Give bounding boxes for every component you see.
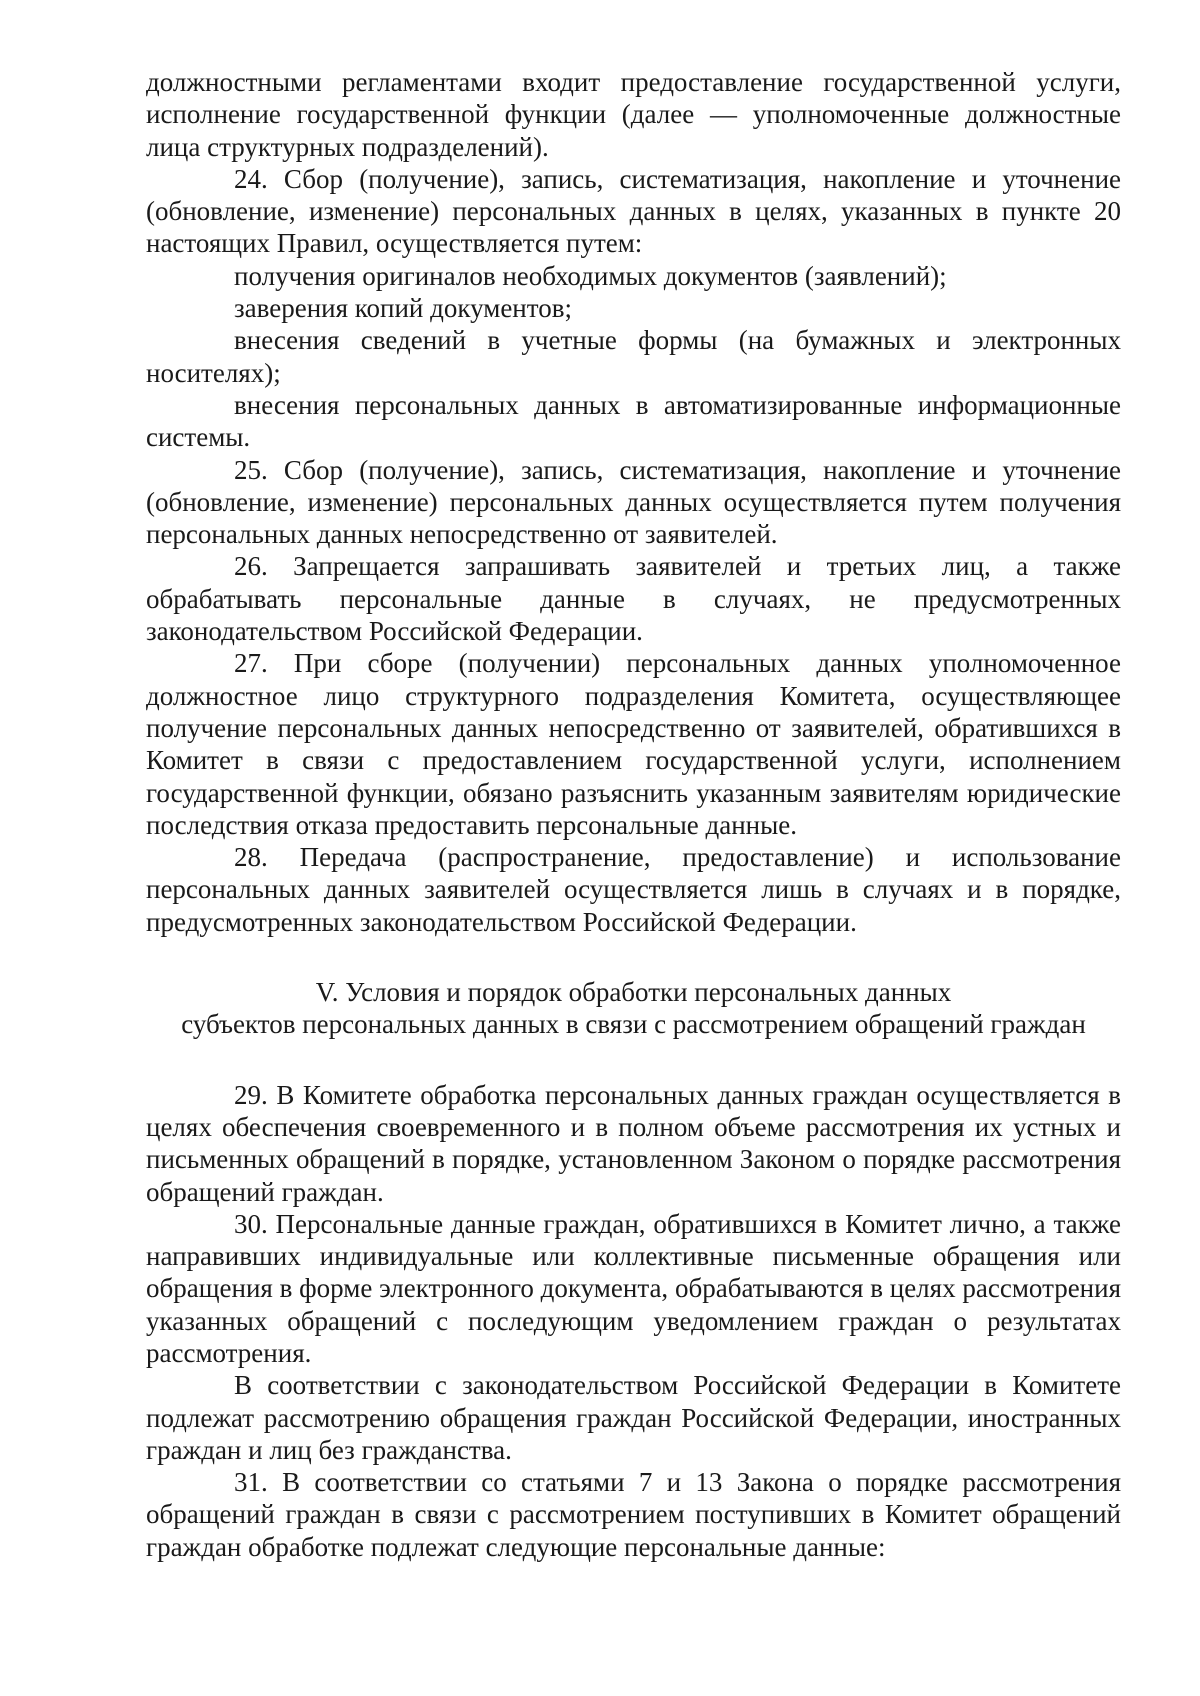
paragraph-27: 27. При сборе (получении) персональных данных уполномоченное должностное лицо структурного подразделения Комитета, осуществляющее получение персональных данных непосредственно от заявителей, обратившихся в Комитет в связи с предоставлением государственной услуги, исполнением государственной функции, обязано разъяснить указанным заявителям юридические последствия отказа предоставить персональные данные.: [146, 648, 1121, 840]
paragraph-28: 28. Передача (распространение, предоставление) и использование персональных данных заявителей осуществляется лишь в случаях и в порядке, предусмотренных законодательством Российской Федерации.: [146, 842, 1121, 937]
paragraph-25: 25. Сбор (получение), запись, систематизация, накопление и уточнение (обновление, изменение) персональных данных осуществляется путем получения персональных данных непосредственно от заявителей.: [146, 454, 1121, 550]
paragraph-30-continued: В соответствии с законодательством Российской Федерации в Комитете подлежат рассмотрению обращения граждан Российской Федерации, иностранных граждан и лиц без гражданства.: [146, 1370, 1121, 1465]
paragraph-29: 29. В Комитете обработка персональных данных граждан осуществляется в целях обеспечения своевременного и в полном объеме рассмотрения их устных и письменных обращений в порядке, установленном Законом о порядке рассмотрения обращений граждан.: [146, 1079, 1121, 1207]
paragraph-30: 30. Персональные данные граждан, обратившихся в Комитет лично, а также направивших индивидуальные или коллективные письменные обращения или обращения в форме электронного документа, обрабатываются в целях рассмотрения указанных обращений с последующим уведомлением граждан о результатах рассмотрения.: [146, 1208, 1121, 1368]
section-heading: [146, 976, 1121, 1041]
paragraph-31: 31. В соответствии со статьями 7 и 13 Закона о порядке рассмотрения обращений граждан в связи с рассмотрением поступивших в Комитет обращений граждан обработке подлежат следующие персональные данные:: [146, 1467, 1121, 1562]
paragraph-24: 24. Сбор (получение), запись, систематизация, накопление и уточнение (обновление, изменение) персональных данных в целях, указанных в пункте 20 настоящих Правил, осуществляется путем:: [146, 163, 1121, 259]
section-heading-line-1: V. Условия и порядок обработки персональных данных: [315, 977, 952, 1008]
list-item-originals: получения оригиналов необходимых документов (заявлений);: [234, 260, 947, 291]
list-item-systems: внесения персональных данных в автоматизированные информационные системы.: [146, 389, 1121, 453]
list-item-forms: внесения сведений в учетные формы (на бумажных и электронных носителях);: [146, 325, 1121, 388]
section-heading-line-2: субъектов персональных данных в связи с рассмотрением обращений граждан: [181, 1009, 1086, 1040]
list-item-copies: заверения копий документов;: [234, 293, 572, 324]
document-body: [146, 66, 1121, 1563]
paragraph-26: 26. Запрещается запрашивать заявителей и третьих лиц, а также обрабатывать персональные данные в случаях, не предусмотренных законодательством Российской Федерации.: [146, 551, 1121, 647]
paragraph-continuation: должностными регламентами входит предоставление государственной услуги, исполнение государственной функции (далее — уполномоченные должностные лица структурных подразделений).: [146, 67, 1121, 162]
